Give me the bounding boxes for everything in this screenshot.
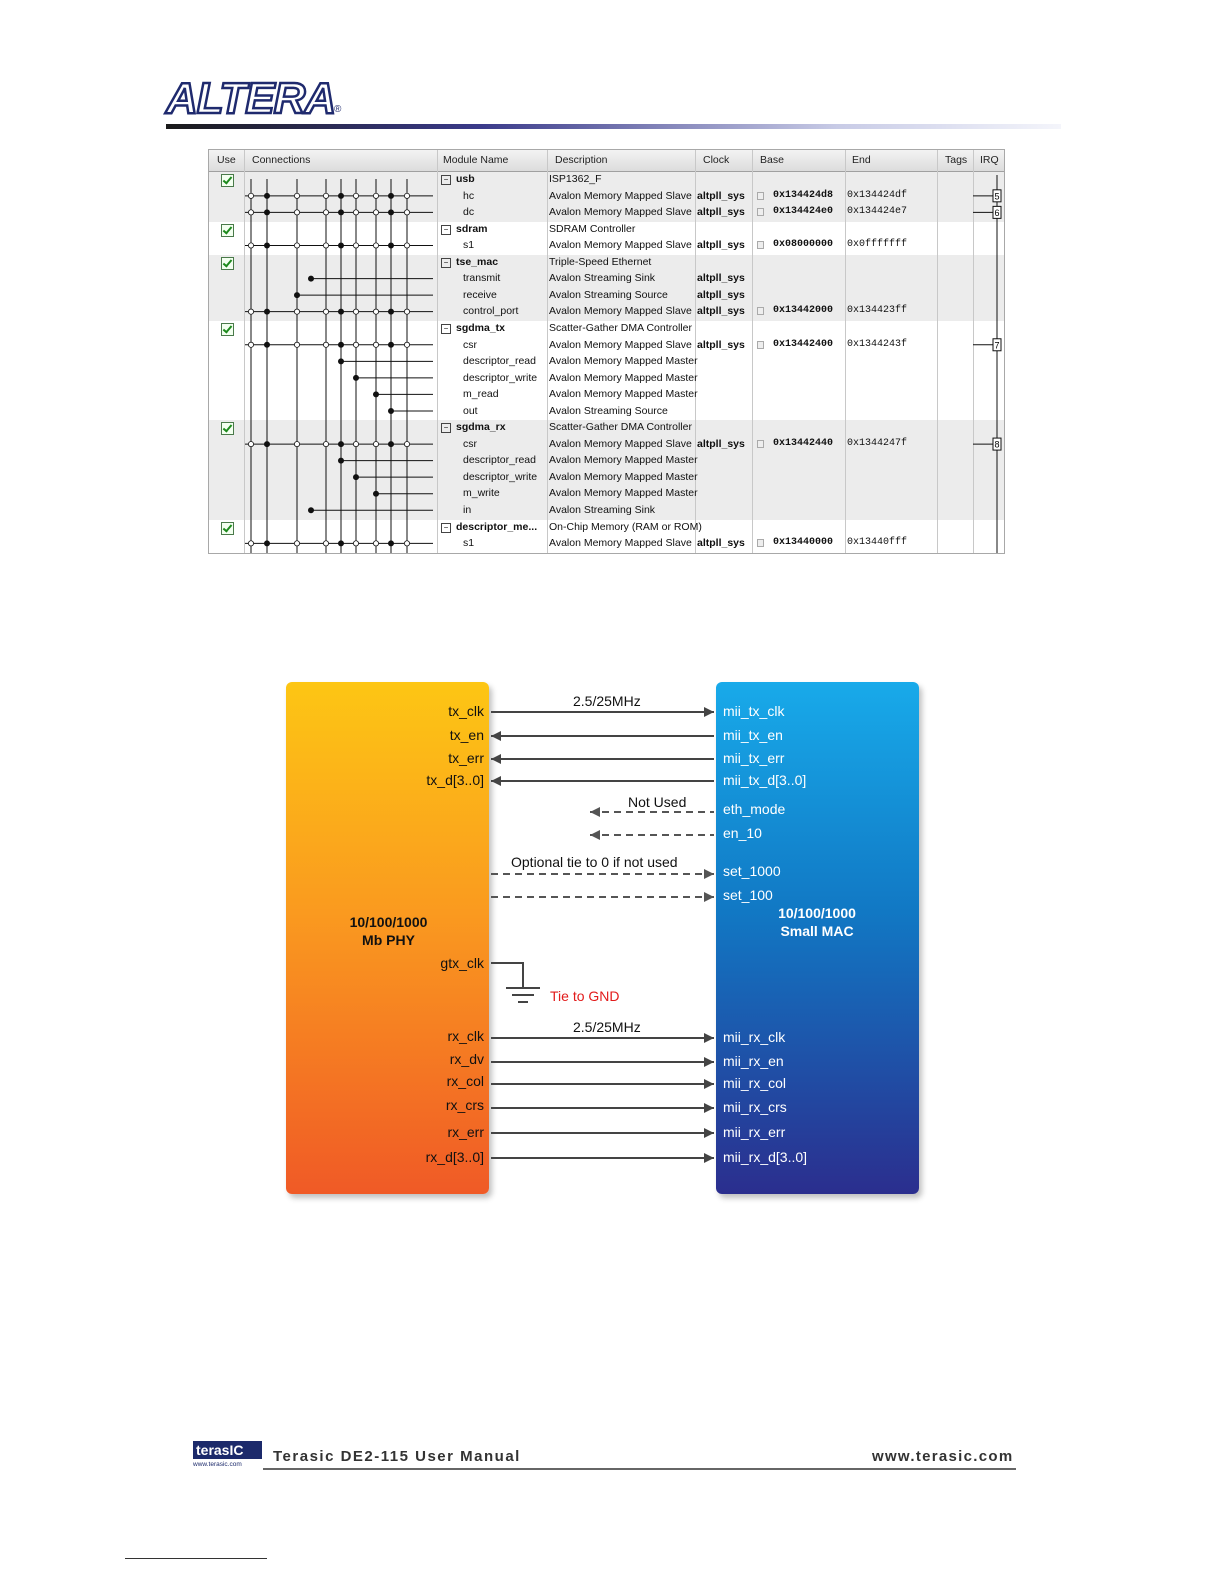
col-use: Use bbox=[217, 154, 236, 166]
arrow-head bbox=[704, 1057, 714, 1067]
collapse-icon[interactable]: − bbox=[441, 258, 451, 268]
base-address[interactable]: 0x134424e0 bbox=[773, 206, 834, 218]
description: Avalon Streaming Sink bbox=[549, 504, 656, 516]
description: Avalon Memory Mapped Master bbox=[549, 470, 698, 483]
module-name: descriptor_me... bbox=[456, 520, 538, 533]
mac-signal-label: mii_rx_clk bbox=[723, 1029, 786, 1045]
tie-gnd-label: Tie to GND bbox=[550, 988, 620, 1004]
collapse-icon[interactable]: − bbox=[441, 175, 451, 185]
phy-signal-label: tx_err bbox=[448, 750, 484, 766]
description: SDRAM Controller bbox=[549, 222, 636, 235]
module-name: sgdma_rx bbox=[456, 421, 506, 434]
clock[interactable]: altpll_sys bbox=[697, 338, 745, 351]
description: Avalon Streaming Source bbox=[549, 404, 668, 417]
clock[interactable]: altpll_sys bbox=[697, 272, 745, 285]
arrow-head bbox=[704, 892, 714, 902]
phy-signal-label: rx_col bbox=[446, 1073, 484, 1089]
port-name: csr bbox=[463, 338, 477, 351]
clock[interactable]: altpll_sys bbox=[697, 437, 745, 450]
altera-logo-text: ALTERA bbox=[166, 74, 336, 123]
port-name: receive bbox=[463, 288, 497, 301]
port-name: s1 bbox=[463, 239, 475, 252]
description: Avalon Memory Mapped Slave bbox=[549, 239, 692, 252]
port-name: out bbox=[463, 404, 478, 417]
col-end: End bbox=[852, 154, 871, 166]
end-address: 0x0fffffff bbox=[847, 239, 908, 251]
description: Avalon Memory Mapped Master bbox=[549, 487, 698, 500]
phy-signal-label: tx_clk bbox=[448, 703, 484, 719]
irq-number: 6 bbox=[994, 207, 1000, 218]
description: On-Chip Memory (RAM or ROM) bbox=[549, 520, 702, 533]
port-name: descriptor_write bbox=[463, 371, 538, 384]
clk-label-top: 2.5/25MHz bbox=[573, 693, 641, 709]
mac-signal-label: mii_tx_en bbox=[723, 727, 783, 743]
base-address[interactable]: 0x08000000 bbox=[773, 239, 834, 251]
terasic-logo-url: www.terasic.com bbox=[193, 1461, 242, 1467]
clk-label-bottom: 2.5/25MHz bbox=[573, 1019, 641, 1035]
irq-number: 7 bbox=[994, 340, 1000, 351]
registered-mark: ® bbox=[334, 104, 342, 115]
port-name: csr bbox=[463, 437, 477, 450]
mac-signal-label: mii_rx_err bbox=[723, 1124, 786, 1140]
description: Avalon Streaming Sink bbox=[549, 272, 656, 285]
base-address[interactable]: 0x13440000 bbox=[773, 537, 834, 549]
phy-signal-label: rx_crs bbox=[445, 1097, 484, 1113]
module-name: tse_mac bbox=[456, 255, 499, 268]
collapse-icon[interactable]: − bbox=[441, 324, 451, 334]
mac-signal-label: mii_rx_en bbox=[723, 1053, 784, 1069]
optional-tie-label: Optional tie to 0 if not used bbox=[511, 854, 678, 870]
arrow-head bbox=[704, 707, 714, 717]
description: Avalon Memory Mapped Master bbox=[549, 454, 698, 467]
port-name: hc bbox=[463, 189, 475, 202]
terasic-logo bbox=[193, 1441, 262, 1467]
phy-signal-label: rx_d[3..0] bbox=[425, 1149, 484, 1165]
arrow-head bbox=[704, 1079, 714, 1089]
mac-signal-label: mii_rx_crs bbox=[723, 1099, 787, 1115]
arrow-head bbox=[491, 754, 501, 764]
col-connections: Connections bbox=[252, 154, 311, 166]
end-address: 0x134424e7 bbox=[847, 206, 908, 218]
col-clock: Clock bbox=[703, 154, 730, 166]
phy-signal-label: tx_d[3..0] bbox=[426, 772, 484, 788]
footer-rule bbox=[263, 1468, 1016, 1470]
mac-title: 10/100/1000 Small MAC bbox=[778, 905, 856, 939]
gtx-ground-wire bbox=[491, 963, 523, 988]
phy-signal-label: rx_dv bbox=[449, 1051, 484, 1067]
phy-signal-label: tx_en bbox=[449, 727, 484, 743]
mac-signal-label: mii_rx_col bbox=[723, 1075, 787, 1091]
clock[interactable]: altpll_sys bbox=[697, 239, 745, 252]
phy-signal-label: gtx_clk bbox=[440, 955, 484, 971]
end-address: 0x134424df bbox=[847, 189, 908, 201]
arrow-head bbox=[704, 1128, 714, 1138]
description: Avalon Memory Mapped Master bbox=[549, 371, 698, 384]
description: Scatter-Gather DMA Controller bbox=[549, 321, 692, 334]
description: ISP1362_F bbox=[549, 173, 602, 185]
base-address[interactable]: 0x13442400 bbox=[773, 338, 834, 350]
arrow-head bbox=[590, 830, 600, 840]
port-name: control_port bbox=[463, 305, 519, 318]
clock[interactable]: altpll_sys bbox=[697, 189, 745, 202]
footnote-rule bbox=[125, 1558, 267, 1559]
col-irq: IRQ bbox=[980, 154, 999, 166]
mac-signal-label: mii_tx_d[3..0] bbox=[723, 772, 807, 788]
base-address[interactable]: 0x13442000 bbox=[773, 305, 834, 317]
port-name: dc bbox=[463, 206, 475, 219]
arrow-head bbox=[704, 1103, 714, 1113]
arrow-head bbox=[704, 1033, 714, 1043]
module-name: sdram bbox=[456, 222, 488, 235]
phy-signal-label: rx_err bbox=[447, 1124, 484, 1140]
description: Avalon Memory Mapped Slave bbox=[549, 305, 692, 318]
end-address: 0x1344247f bbox=[847, 437, 908, 449]
collapse-icon[interactable]: − bbox=[441, 523, 451, 533]
port-name: m_write bbox=[463, 487, 500, 500]
end-address: 0x13440fff bbox=[847, 537, 908, 549]
arrow-head bbox=[704, 869, 714, 879]
clock[interactable]: altpll_sys bbox=[697, 537, 745, 550]
phy-signal-label: rx_clk bbox=[447, 1028, 484, 1044]
not-used-label: Not Used bbox=[628, 794, 687, 810]
mac-signal-label: set_100 bbox=[723, 887, 773, 903]
description: Scatter-Gather DMA Controller bbox=[549, 421, 692, 434]
port-name: descriptor_write bbox=[463, 470, 538, 483]
base-address[interactable]: 0x134424d8 bbox=[773, 189, 834, 201]
mac-signal-label: en_10 bbox=[723, 825, 762, 841]
description: Avalon Memory Mapped Master bbox=[549, 388, 698, 401]
port-name: transmit bbox=[463, 272, 501, 285]
footer-title: Terasic DE2-115 User Manual bbox=[273, 1448, 521, 1465]
description: Avalon Memory Mapped Master bbox=[549, 355, 698, 368]
port-name: m_read bbox=[463, 388, 499, 401]
col-module-name: Module Name bbox=[443, 154, 509, 166]
col-tags: Tags bbox=[945, 154, 968, 166]
port-name: descriptor_read bbox=[463, 355, 536, 368]
clock[interactable]: altpll_sys bbox=[697, 206, 745, 219]
description: Triple-Speed Ethernet bbox=[549, 255, 652, 268]
end-address: 0x1344243f bbox=[847, 338, 908, 350]
port-name: in bbox=[463, 504, 472, 516]
description: Avalon Memory Mapped Slave bbox=[549, 537, 692, 550]
terasic-logo-text: terasIC bbox=[196, 1442, 244, 1458]
module-name: usb bbox=[456, 173, 475, 185]
end-address: 0x134423ff bbox=[847, 305, 908, 317]
arrow-head bbox=[491, 776, 501, 786]
arrow-head bbox=[491, 731, 501, 741]
collapse-icon[interactable]: − bbox=[441, 225, 451, 235]
description: Avalon Memory Mapped Slave bbox=[549, 437, 692, 450]
mac-signal-label: eth_mode bbox=[723, 801, 786, 817]
port-name: s1 bbox=[463, 537, 475, 550]
base-address[interactable]: 0x13442440 bbox=[773, 437, 834, 449]
module-name: sgdma_tx bbox=[456, 321, 506, 334]
description: Avalon Memory Mapped Slave bbox=[549, 206, 692, 219]
mac-signal-label: mii_tx_err bbox=[723, 750, 785, 766]
mac-signal-label: set_1000 bbox=[723, 863, 781, 879]
description: Avalon Memory Mapped Slave bbox=[549, 338, 692, 351]
mac-signal-label: mii_rx_d[3..0] bbox=[723, 1149, 808, 1165]
clock[interactable]: altpll_sys bbox=[697, 305, 745, 318]
description: Avalon Memory Mapped Slave bbox=[549, 189, 692, 202]
mac-signal-label: mii_tx_clk bbox=[723, 703, 785, 719]
col-base: Base bbox=[760, 154, 784, 166]
collapse-icon[interactable]: − bbox=[441, 423, 451, 433]
arrow-head bbox=[590, 807, 600, 817]
description: Avalon Streaming Source bbox=[549, 288, 668, 301]
irq-number: 8 bbox=[994, 439, 1000, 450]
irq-number: 5 bbox=[994, 191, 1000, 202]
phy-title: 10/100/1000 Mb PHY bbox=[349, 914, 428, 948]
col-description: Description bbox=[555, 154, 608, 166]
footer-url: www.terasic.com bbox=[872, 1448, 1014, 1465]
port-name: descriptor_read bbox=[463, 454, 536, 467]
clock[interactable]: altpll_sys bbox=[697, 288, 745, 301]
arrow-head bbox=[704, 1153, 714, 1163]
